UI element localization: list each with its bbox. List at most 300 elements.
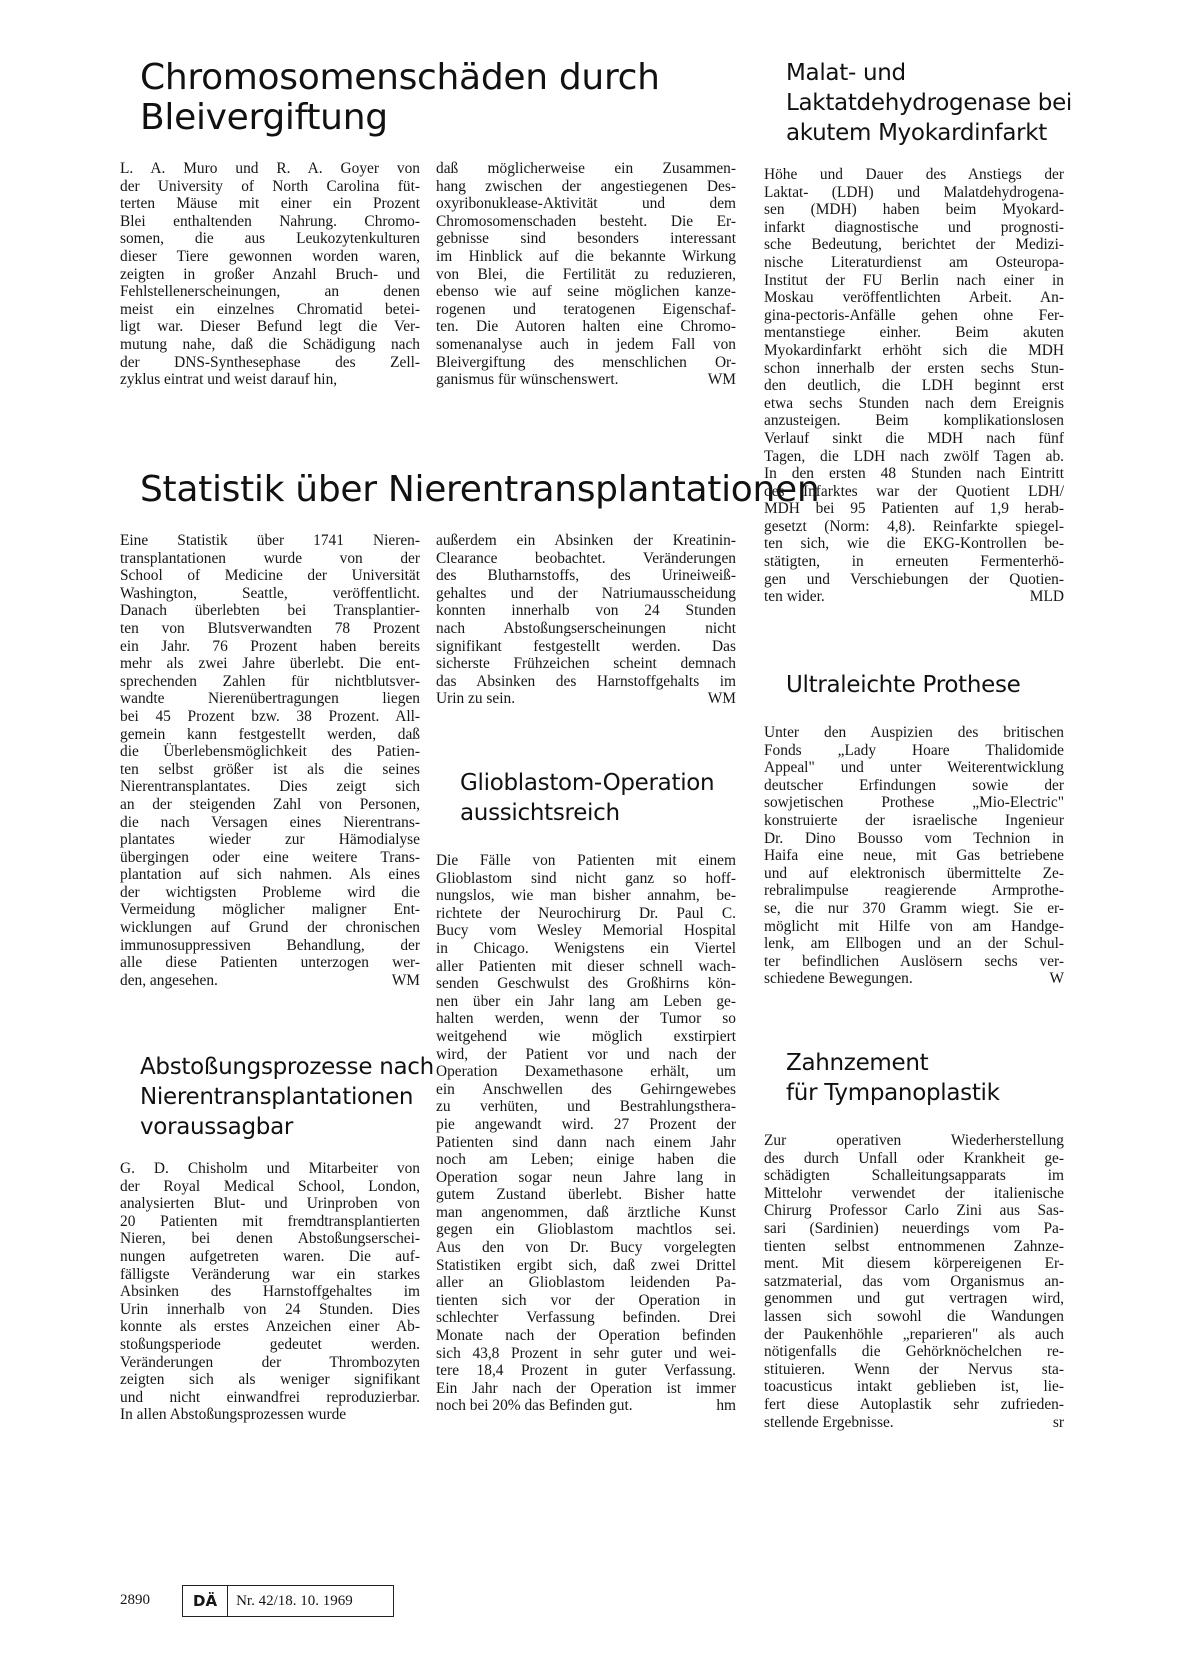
text-line — [120, 1354, 420, 1372]
text-line-content: stellende Ergebnisse. — [764, 1413, 894, 1431]
text-line-content: wird, der Patient vor und nach der — [436, 1045, 736, 1063]
text-line-content: fälligste Veränderung war ein starkes — [120, 1265, 420, 1283]
text-line — [436, 371, 736, 389]
text-line-content: Chromosomenschaden besteht. Die Er- — [436, 212, 736, 230]
text-line — [120, 884, 420, 902]
text-line-content: Tagen, die LDH nach zwölf Tagen ab. — [764, 447, 1064, 465]
text-line — [436, 1327, 736, 1345]
article-body-zahnzement — [764, 1132, 1064, 1431]
author-signature: WM — [391, 971, 420, 989]
text-line — [120, 354, 420, 372]
text-line — [436, 887, 736, 905]
text-line — [436, 283, 736, 301]
text-line — [436, 178, 736, 196]
text-line-content: Urin zu sein. — [436, 690, 516, 708]
text-line — [764, 935, 1064, 953]
text-line — [764, 1273, 1064, 1291]
text-line — [436, 975, 736, 993]
text-line — [764, 953, 1064, 971]
text-line — [764, 847, 1064, 865]
text-line-content: Dr. Dino Bousso vom Technion in — [764, 829, 1064, 847]
text-line-content: ten sich, wie die EKG-Kontrollen be- — [764, 535, 1064, 553]
text-line-content: tere 18,4 Prozent in guter Verfassung. — [436, 1362, 736, 1380]
text-line — [120, 814, 420, 832]
text-line — [436, 1063, 736, 1081]
text-line — [764, 1167, 1064, 1185]
page-number: 2890 — [120, 1592, 150, 1608]
text-line — [436, 673, 736, 691]
text-line-content: nungen aufgetreten waren. Die auf- — [120, 1247, 420, 1265]
text-line-content: zeigten in großer Anzahl Bruch- und — [120, 265, 420, 283]
text-line — [436, 1221, 736, 1239]
text-line-content: ten wider. — [764, 588, 825, 606]
text-line — [764, 395, 1064, 413]
article-body-statistik-col2 — [436, 532, 736, 708]
text-line-content: Die Fälle von Patienten mit einem — [436, 852, 736, 869]
author-signature: W — [1049, 970, 1064, 988]
text-line-content: sicherste Frühzeichen scheint demnach — [436, 655, 736, 673]
text-line — [120, 160, 420, 178]
text-line — [120, 1318, 420, 1336]
text-line-content: ganismus für wünschenswert. — [436, 371, 619, 389]
text-line — [764, 324, 1064, 342]
text-line-content: Statistiken ergibt sich, daß zwei Drittel — [436, 1256, 736, 1274]
text-line — [436, 1010, 736, 1028]
text-line — [120, 230, 420, 248]
text-line — [436, 336, 736, 354]
text-line — [436, 1134, 736, 1152]
text-line — [764, 777, 1064, 795]
text-line — [764, 166, 1064, 184]
text-line-content: somenanalyse auch in jedem Fall von — [436, 335, 736, 353]
text-line — [120, 954, 420, 972]
text-line — [120, 726, 420, 744]
text-line-content: ein Jahr. 76 Prozent haben bereits — [120, 637, 420, 655]
text-line-content: aller Patienten mit dieser schnell wach- — [436, 957, 736, 975]
text-line-content: sowjetischen Prothese „Mio-Electric" — [764, 794, 1064, 812]
text-line-content: schon innerhalb der ersten sechs Stun- — [764, 359, 1064, 377]
text-line — [764, 970, 1064, 988]
text-line-content: nische Literaturdienst am Osteuropa- — [764, 253, 1064, 271]
article-title-chromosomenschaeden: Chromosomenschäden durch Bleivergiftung — [140, 57, 660, 138]
text-line-content: lassen sich sowohl die Wandungen — [764, 1307, 1064, 1325]
author-signature: WM — [707, 690, 736, 708]
text-line — [120, 1230, 420, 1248]
text-line — [764, 865, 1064, 883]
text-line — [436, 1345, 736, 1363]
text-line-content: plantates wieder zur Hämodialyse — [120, 831, 420, 849]
text-line-content: Chirurg Professor Carlo Zini aus Sas- — [764, 1202, 1064, 1220]
text-line-content: MDH bei 95 Patienten auf 1,9 herab- — [764, 500, 1064, 518]
text-line-content: schiedene Bewegungen. — [764, 970, 913, 988]
text-line-content: nungslos, wie man bisher annahm, be- — [436, 887, 736, 905]
text-line-content: Haifa eine neue, mit Gas betriebene — [764, 847, 1064, 865]
text-line — [436, 870, 736, 888]
journal-issue-box — [182, 1585, 394, 1617]
text-line-content: noch am Leben; einige haben die — [436, 1151, 736, 1169]
text-line — [120, 318, 420, 336]
text-line-content: 20 Patienten mit fremdtransplantierten — [120, 1212, 420, 1230]
text-line-content: Absinken des Harnstoffgehaltes im — [120, 1283, 420, 1301]
text-line-content: des durch Unfall oder Krankheit ge- — [764, 1149, 1064, 1167]
text-line — [120, 673, 420, 691]
text-line-content: noch bei 20% das Befinden gut. — [436, 1397, 633, 1415]
text-line — [436, 1257, 736, 1275]
text-line — [436, 905, 736, 923]
text-line-content: das Absinken des Harnstoffgehalts im — [436, 672, 736, 690]
text-line — [436, 993, 736, 1011]
text-line — [436, 213, 736, 231]
text-line-content: Eine Statistik über 1741 Nieren- — [120, 532, 420, 549]
text-line-content: die Überlebensmöglichkeit des Patien- — [120, 743, 420, 761]
text-line — [120, 1336, 420, 1354]
text-line-content: Zur operativen Wiederherstellung — [764, 1132, 1064, 1149]
text-line-content: zyklus eintrat und weist darauf hin, — [120, 371, 338, 389]
text-line-content: Danach überlebten bei Transplantier- — [120, 602, 420, 620]
text-line — [436, 1098, 736, 1116]
text-line-content: hang zwischen der angestiegenen Des- — [436, 177, 736, 195]
text-line — [436, 567, 736, 585]
text-line — [436, 301, 736, 319]
text-line — [120, 708, 420, 726]
text-line-content: tienten sich vor der Operation in — [436, 1291, 736, 1309]
article-body-chromosomenschaeden-col2 — [436, 160, 736, 389]
text-line — [436, 160, 736, 178]
text-line — [764, 360, 1064, 378]
text-line-content: ten selbst größer ist als die seines — [120, 760, 420, 778]
text-line — [436, 195, 736, 213]
text-line — [764, 900, 1064, 918]
text-line — [764, 812, 1064, 830]
text-line-content: daß möglicherweise ein Zusammen- — [436, 160, 736, 177]
text-line — [436, 655, 736, 673]
text-line — [764, 1343, 1064, 1361]
author-signature: MLD — [1029, 588, 1064, 606]
text-line — [764, 1290, 1064, 1308]
text-line-content: und auf elektronisch übermittelte Ze- — [764, 864, 1064, 882]
text-line-content: Nierentransplantates. Dies zeigt sich — [120, 778, 420, 796]
text-line — [436, 1362, 736, 1380]
text-line — [120, 901, 420, 919]
text-line-content: Fonds „Lady Hoare Thalidomide — [764, 741, 1064, 759]
text-line — [764, 1238, 1064, 1256]
text-line — [120, 1178, 420, 1196]
article-title-abstossungsprozesse: Abstoßungsprozesse nach Nierentransplantationen voraussagbar — [140, 1054, 434, 1140]
text-line — [120, 602, 420, 620]
text-line — [120, 761, 420, 779]
text-line-content: an der steigenden Zahl von Personen, — [120, 795, 420, 813]
text-line — [120, 336, 420, 354]
text-line-content: weitgehend wie möglich exstirpiert — [436, 1027, 736, 1045]
text-line — [436, 585, 736, 603]
text-line — [436, 1151, 736, 1169]
text-line-content: Ein Jahr nach der Operation ist immer — [436, 1379, 736, 1397]
text-line-content: toacusticus intakt geblieben ist, lie- — [764, 1378, 1064, 1396]
text-line-content: mutung nahe, daß die Schädigung nach — [120, 335, 420, 353]
text-line-content: L. A. Muro und R. A. Goyer von — [120, 160, 420, 177]
text-line — [436, 602, 736, 620]
text-line-content: Monate nach der Operation befinden — [436, 1327, 736, 1345]
text-line-content: gesetzt (Norm: 4,8). Reinfarkte spiegel- — [764, 517, 1064, 535]
text-line-content: gina-pectoris-Anfälle gehen ohne Fer- — [764, 306, 1064, 324]
text-line — [764, 1220, 1064, 1238]
text-line-content: schädigten Schalleitungsapparats im — [764, 1167, 1064, 1185]
text-line — [764, 1414, 1064, 1432]
text-line-content: immunosuppressiven Behandlung, der — [120, 936, 420, 954]
text-line-content: meist ein einzelnes Chromatid betei- — [120, 300, 420, 318]
text-line-content: wicklungen auf Grund der chronischen — [120, 919, 420, 937]
text-line-content: mentanstiege einher. Beim akuten — [764, 324, 1064, 342]
text-line — [120, 866, 420, 884]
text-line-content: deutscher Erfindungen sowie der — [764, 776, 1064, 794]
text-line-content: möglicht mit Hilfe von am Handge- — [764, 917, 1064, 935]
text-line — [120, 1389, 420, 1407]
text-line-content: Aus den von Dr. Bucy vorgelegten — [436, 1239, 736, 1257]
text-line-content: rogenen und teratogenen Eigenschaf- — [436, 300, 736, 318]
text-line — [436, 248, 736, 266]
text-line-content: gebnisse sind besonders interessant — [436, 230, 736, 248]
text-line-content: Vermeidung möglicher maligner Ent- — [120, 901, 420, 919]
text-line-content: signifikant festgestellt werden. Das — [436, 637, 736, 655]
text-line — [120, 655, 420, 673]
text-line — [764, 1255, 1064, 1273]
text-line — [764, 430, 1064, 448]
text-line-content: bei 45 Prozent bzw. 38 Prozent. All- — [120, 707, 420, 725]
text-line — [436, 550, 736, 568]
text-line — [764, 830, 1064, 848]
text-line — [764, 483, 1064, 501]
text-line — [436, 1204, 736, 1222]
text-line-content: Nieren, bei denen Abstoßungserschei- — [120, 1230, 420, 1248]
text-line-content: Laktat- (LDH) und Malatdehydrogena- — [764, 183, 1064, 201]
text-line — [120, 919, 420, 937]
text-line-content: analysierten Blut- und Urinproben von — [120, 1195, 420, 1213]
text-line — [120, 638, 420, 656]
text-line — [436, 1309, 736, 1327]
text-line-content: Moskau veröffentlichten Arbeit. An- — [764, 289, 1064, 307]
article-body-glioblastom — [436, 852, 736, 1415]
text-line — [764, 289, 1064, 307]
text-line — [764, 272, 1064, 290]
text-line-content: plantation auf sich nahmen. Als eines — [120, 866, 420, 884]
text-line-content: Veränderungen der Thrombozyten — [120, 1353, 420, 1371]
text-line — [120, 178, 420, 196]
text-line-content: stätigten, in erneuten Fermenterhö- — [764, 553, 1064, 571]
text-line-content: senden Geschwulst des Großhirns kön- — [436, 975, 736, 993]
text-line-content: stituieren. Wenn der Nervus sta- — [764, 1360, 1064, 1378]
text-line-content: den, angesehen. — [120, 971, 218, 989]
text-line-content: ten von Blutsverwandten 78 Prozent — [120, 619, 420, 637]
text-line-content: Bleivergiftung des menschlichen Or- — [436, 353, 736, 371]
text-line — [764, 412, 1064, 430]
text-line-content: die nach Versagen eines Nierentrans- — [120, 813, 420, 831]
text-line-content: und nicht einwandfrei reproduzierbar. — [120, 1388, 420, 1406]
text-line — [764, 465, 1064, 483]
text-line-content: ebenso wie auf seine möglichen kanze- — [436, 283, 736, 301]
journal-logo: DÄ — [183, 1586, 228, 1616]
text-line — [120, 796, 420, 814]
text-line-content: Urin innerhalb von 24 Stunden. Dies — [120, 1300, 420, 1318]
text-line — [436, 1081, 736, 1099]
text-line — [764, 742, 1064, 760]
text-line-content: alle diese Patienten unterzogen wer- — [120, 954, 420, 972]
text-line-content: wandte Nierenübertragungen liegen — [120, 690, 420, 708]
author-signature: hm — [716, 1397, 736, 1415]
text-line — [120, 1195, 420, 1213]
text-line-content: sari (Sardinien) neuerdings vom Pa- — [764, 1219, 1064, 1237]
text-line — [436, 940, 736, 958]
text-line — [764, 1185, 1064, 1203]
text-line-content: transplantationen wurde von der — [120, 549, 420, 567]
text-line — [120, 1406, 420, 1424]
article-body-laktatdehydrogenase — [764, 166, 1064, 606]
text-line — [764, 1150, 1064, 1168]
text-line — [764, 571, 1064, 589]
text-line — [120, 283, 420, 301]
text-line — [436, 1028, 736, 1046]
text-line-content: sche Bedeutung, berichtet der Medizi- — [764, 236, 1064, 254]
text-line-content: Bucy vom Wesley Memorial Hospital — [436, 922, 736, 940]
text-line-content: zeigten sich als weniger signifikant — [120, 1371, 420, 1389]
text-line — [764, 201, 1064, 219]
text-line-content: dieser Tiere gewonnen worden waren, — [120, 247, 420, 265]
text-line — [120, 301, 420, 319]
text-line — [120, 831, 420, 849]
text-line-content: infarkt diagnostische und prognosti- — [764, 218, 1064, 236]
text-line — [120, 1301, 420, 1319]
text-line-content: Verlauf sinkt die MDH nach fünf — [764, 429, 1064, 447]
text-line-content: mehr als zwei Jahre überlebt. Die ent- — [120, 655, 420, 673]
text-line — [436, 690, 736, 708]
text-line — [120, 1213, 420, 1231]
text-line-content: In allen Abstoßungsprozessen wurde — [120, 1406, 347, 1424]
text-line-content: Washington, Seattle, veröffentlicht. — [120, 584, 420, 602]
text-line — [436, 1397, 736, 1415]
text-line — [764, 535, 1064, 553]
text-line — [120, 620, 420, 638]
text-line — [436, 1274, 736, 1292]
text-line — [120, 266, 420, 284]
text-line — [764, 1202, 1064, 1220]
text-line-content: rebralimpulse reagierende Armprothe- — [764, 882, 1064, 900]
text-line-content: Unter den Auspizien des britischen — [764, 724, 1064, 741]
text-line-content: der DNS-Synthesephase des Zell- — [120, 353, 420, 371]
text-line-content: richtete der Neurochirurg Dr. Paul C. — [436, 904, 736, 922]
text-line-content: anzusteigen. Beim komplikationslosen — [764, 412, 1064, 430]
text-line-content: Clearance beobachtet. Veränderungen — [436, 549, 736, 567]
text-line — [764, 918, 1064, 936]
text-line — [764, 1308, 1064, 1326]
text-line-content: man angenommen, daß ärztliche Kunst — [436, 1203, 736, 1221]
text-line-content: ter befindlichen Auslösern sechs ver- — [764, 952, 1064, 970]
text-line-content: satzmaterial, das vom Organismus an- — [764, 1272, 1064, 1290]
text-line-content: oxyribonuklease-Aktivität und dem — [436, 195, 736, 213]
text-line — [120, 371, 420, 389]
text-line — [120, 213, 420, 231]
text-line — [436, 620, 736, 638]
text-line — [120, 690, 420, 708]
text-line — [120, 972, 420, 990]
text-line — [764, 1132, 1064, 1150]
text-line-content: gutem Zustand überlebt. Bisher hatte — [436, 1186, 736, 1204]
text-line-content: nen über ein Jahr lang am Leben ge- — [436, 992, 736, 1010]
text-line — [120, 743, 420, 761]
text-line-content: zu verhüten, und Bestrahlungsthera- — [436, 1098, 736, 1116]
text-line — [120, 195, 420, 213]
text-line-content: übergingen oder eine weitere Trans- — [120, 848, 420, 866]
text-line-content: terten Mäuse mit einer ein Prozent — [120, 195, 420, 213]
text-line — [764, 377, 1064, 395]
text-line-content: konstruierte der israelische Ingenieur — [764, 811, 1064, 829]
text-line-content: fert diese Autoplastik sehr zufrieden- — [764, 1395, 1064, 1413]
text-line — [120, 550, 420, 568]
text-line-content: von Blei, die Fertilität zu reduzieren, — [436, 265, 736, 283]
text-line-content: sich 43,8 Prozent in sehr guter und wei- — [436, 1344, 736, 1362]
text-line — [436, 922, 736, 940]
text-line-content: Mittelohr verwendet der italienische — [764, 1184, 1064, 1202]
text-line — [436, 266, 736, 284]
text-line-content: konnten innerhalb von 24 Stunden — [436, 602, 736, 620]
text-line — [764, 518, 1064, 536]
article-title-glioblastom: Glioblastom-Operation aussichtsreich — [460, 770, 715, 826]
text-line — [120, 1283, 420, 1301]
text-line — [436, 1380, 736, 1398]
text-line — [436, 318, 736, 336]
text-line-content: sen (MDH) haben beim Myokard- — [764, 201, 1064, 219]
text-line-content: Operation Dexamethasone erhält, um — [436, 1063, 736, 1081]
text-line — [764, 1326, 1064, 1344]
text-line-content: des Infarktes war der Quotient LDH/ — [764, 482, 1064, 500]
text-line — [120, 849, 420, 867]
text-line-content: somen, die aus Leukozytenkulturen — [120, 230, 420, 248]
text-line-content: ten. Die Autoren halten eine Chromo- — [436, 318, 736, 336]
text-line-content: aller an Glioblastom leidenden Pa- — [436, 1274, 736, 1292]
text-line — [120, 778, 420, 796]
text-line-content: tienten selbst entnommenen Zahnze- — [764, 1237, 1064, 1255]
text-line-content: halten werden, wenn der Tumor so — [436, 1010, 736, 1028]
article-title-zahnzement: Zahnzement für Tympanoplastik — [786, 1050, 1000, 1106]
text-line — [120, 1160, 420, 1178]
text-line-content: sprechenden Zahlen für nichtblutsver- — [120, 672, 420, 690]
text-line — [764, 448, 1064, 466]
text-line-content: den deutlich, die LDH beginnt erst — [764, 377, 1064, 395]
text-line-content: schlechter Verfassung befinden. Drei — [436, 1309, 736, 1327]
text-line-content: gemein kann festgestellt werden, daß — [120, 725, 420, 743]
text-line-content: gegen ein Glioblastom machtlos sei. — [436, 1221, 736, 1239]
text-line-content: Blei enthaltenden Nahrung. Chromo- — [120, 212, 420, 230]
text-line — [436, 1186, 736, 1204]
text-line — [764, 882, 1064, 900]
text-line-content: genommen und gut vertragen wird, — [764, 1290, 1064, 1308]
text-line — [120, 1371, 420, 1389]
article-body-prothese — [764, 724, 1064, 988]
text-line — [764, 184, 1064, 202]
text-line-content: außerdem ein Absinken der Kreatinin- — [436, 532, 736, 549]
text-line-content: Myokardinfarkt erhöht sich die MDH — [764, 341, 1064, 359]
text-line-content: Glioblastom sind nicht ganz so hoff- — [436, 869, 736, 887]
text-line-content: stoßungsperiode gedeutet werden. — [120, 1335, 420, 1353]
text-line — [120, 585, 420, 603]
text-line — [436, 1116, 736, 1134]
text-line-content: ment. Mit diesem körpereigenen Er- — [764, 1255, 1064, 1273]
text-line — [120, 532, 420, 550]
text-line — [436, 1046, 736, 1064]
text-line-content: In den ersten 48 Stunden nach Eintritt — [764, 465, 1064, 483]
text-line-content: lenk, am Ellbogen und an der Schul- — [764, 935, 1064, 953]
text-line — [764, 759, 1064, 777]
text-line — [764, 1396, 1064, 1414]
issue-number: Nr. 42/18. 10. 1969 — [236, 1592, 353, 1609]
